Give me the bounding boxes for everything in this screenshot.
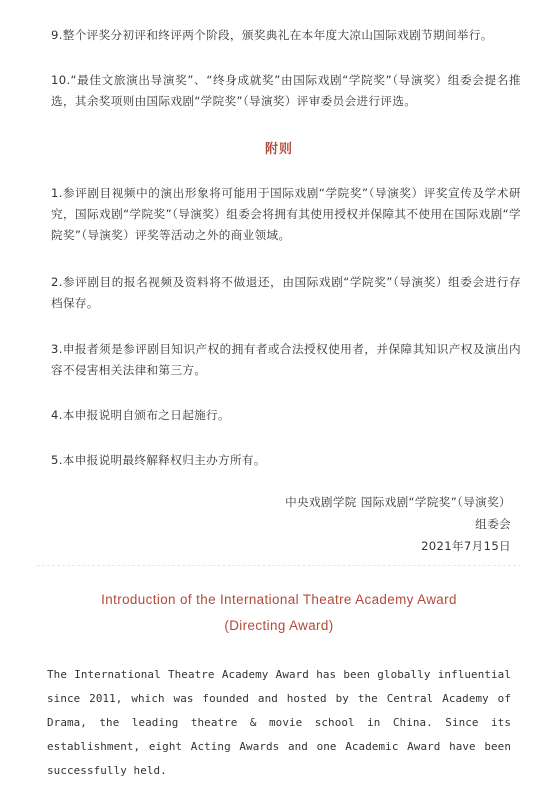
rule-item-9: 9.整个评奖分初评和终评两个阶段，颁奖典礼在本年度大凉山国际戏剧节期间举行。 [51, 28, 493, 42]
appendix-item-3: 3.申报者须是参评剧目知识产权的拥有者或合法授权使用者，并保障其知识产权及演出内容不侵害相关法律和第三方。 [51, 342, 521, 377]
signature-committee: 组委会 [475, 517, 511, 531]
english-title-line1: Introduction of the International Theatre Academy Award [101, 592, 457, 607]
appendix-heading: 附则 [264, 142, 293, 157]
signature-date: 2021年7月15日 [421, 539, 511, 553]
appendix-item-1: 1.参评剧目视频中的演出形象将可能用于国际戏剧“学院奖”（导演奖）评奖宣传及学术研究，国际戏剧“学院奖”（导演奖）组委会将拥有其使用授权并保障其不使用在国际戏剧“学院奖”（导演奖）评奖等活动之外的商业领域。 [51, 186, 521, 242]
appendix-item-4: 4.本申报说明自颁布之日起施行。 [51, 408, 230, 422]
appendix-item-5: 5.本申报说明最终解释权归主办方所有。 [51, 453, 266, 467]
english-intro-paragraph: The International Theatre Academy Award has been globally influential since 2011, which was founded and hosted by the Central Academy of Drama, the leading theatre & movie school in China. Since its establishment, eight Acting Awards and one Academic Award have been successfully held. [47, 668, 511, 777]
section-divider [37, 565, 521, 566]
english-title-line2: (Directing Award) [224, 618, 334, 633]
signature-org: 中央戏剧学院 国际戏剧“学院奖”（导演奖） [285, 495, 511, 509]
rule-item-10: 10.“最佳文旅演出导演奖”、“终身成就奖”由国际戏剧“学院奖”（导演奖）组委会提名推选，其余奖项则由国际戏剧“学院奖”（导演奖）评审委员会进行评选。 [51, 73, 521, 108]
appendix-item-2: 2.参评剧目的报名视频及资料将不做退还，由国际戏剧“学院奖”（导演奖）组委会进行存档保存。 [51, 275, 521, 310]
